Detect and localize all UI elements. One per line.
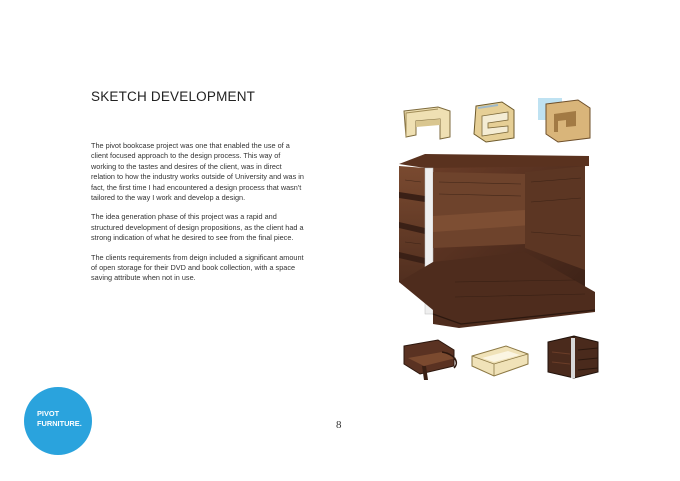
main-bookcase-sketch	[395, 152, 597, 332]
body-text	[91, 141, 306, 293]
brand-label: PIVOT FURNITURE.	[37, 409, 82, 428]
concept-sketch-1	[398, 101, 456, 143]
page-title: SKETCH DEVELOPMENT	[91, 89, 256, 104]
paragraph: The clients requirements from deign included a significant amount of open storage for their DVD and book collection, with a space saving attribute when not in use.	[91, 252, 304, 283]
brand-badge	[24, 387, 92, 455]
paragraph: The idea generation phase of this project was a rapid and structured development of design propositions, as the client had a strong indication of what he desired to see from the final piece.	[91, 212, 304, 243]
concept-sketch-3	[536, 96, 596, 144]
paragraph: The pivot bookcase project was one that enabled the use of a client focused approach to the design process. This way of working to the tastes and desires of the client, was in direct relation to how the industry works outside of University and was in fact, the first time I had encountered a design process that wasn't tailored to the way I work and develop a design.	[91, 141, 304, 203]
page-number: 8	[336, 419, 342, 431]
concept-sketch-5	[468, 338, 534, 380]
concept-sketch-4	[398, 336, 462, 382]
concept-sketch-6	[544, 332, 602, 380]
concept-sketch-2	[468, 98, 520, 144]
